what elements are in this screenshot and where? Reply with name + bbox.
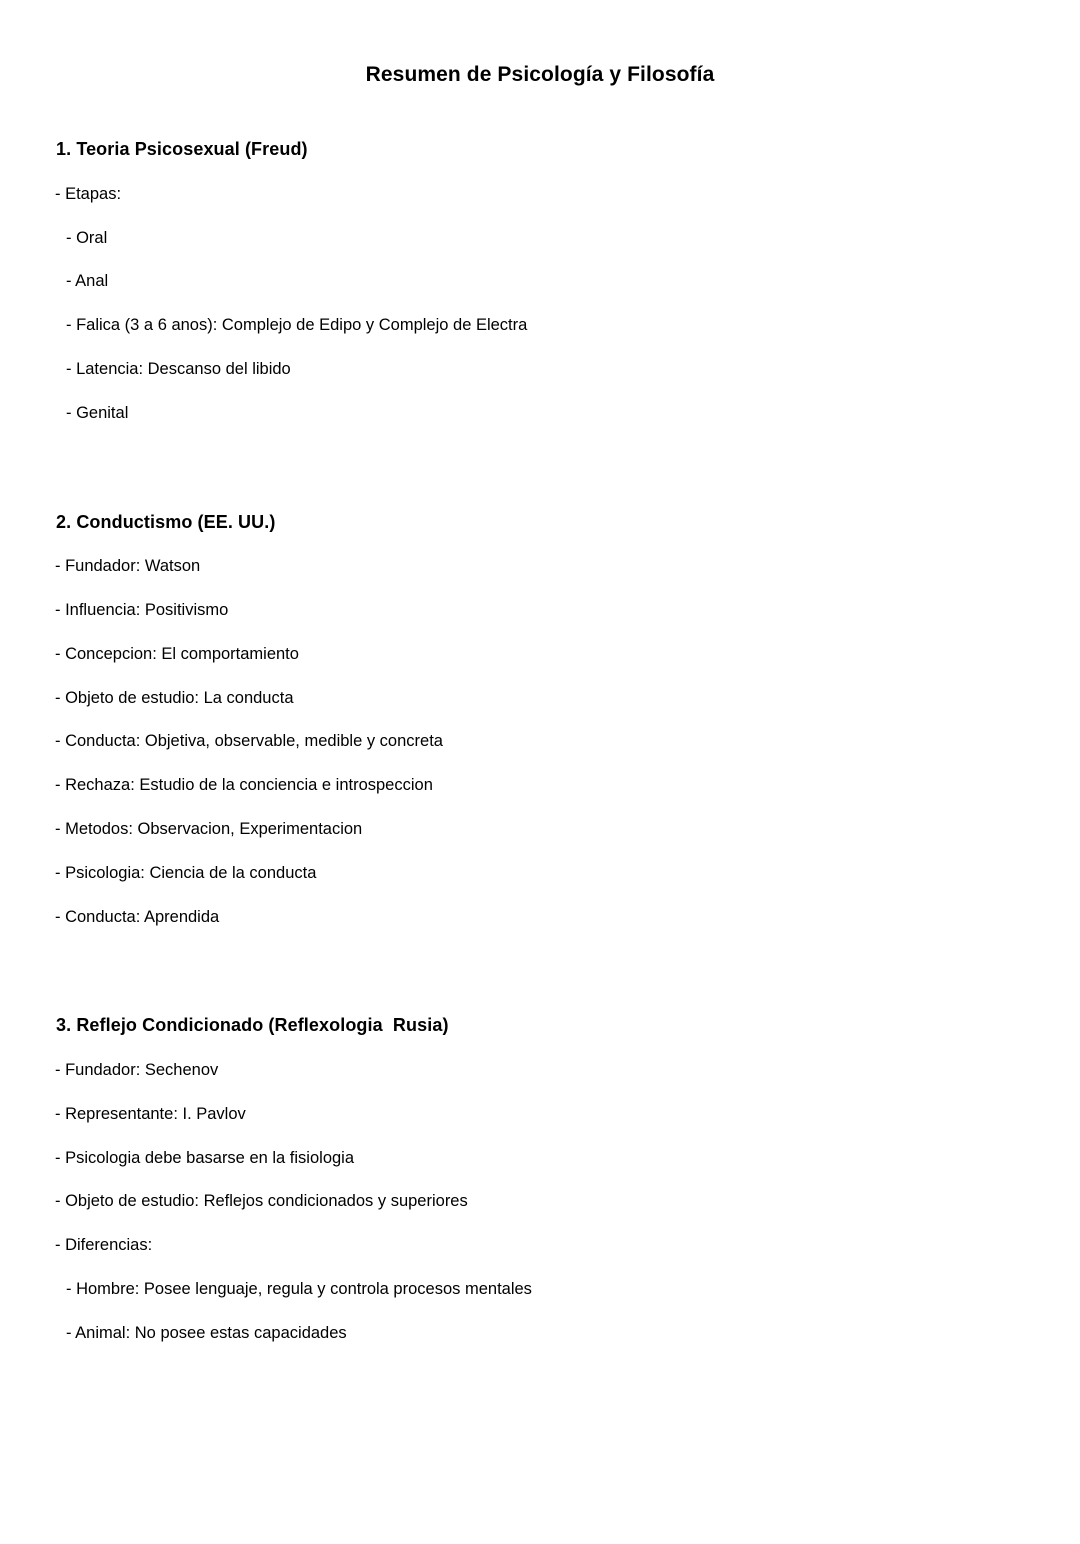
spacer: [0, 665, 1080, 689]
list-item: - Latencia: Descanso del libido: [66, 359, 291, 378]
list-item: - Psicologia debe basarse en la fisiologia: [55, 1148, 355, 1167]
spacer: [0, 1168, 1080, 1192]
spacer: [0, 1344, 1080, 1544]
list-item: - Conducta: Aprendida: [55, 907, 220, 926]
list-item: - Hombre: Posee lenguaje, regula y controla procesos mentales: [66, 1279, 532, 1298]
list-item: - Conducta: Objetiva, observable, medible y concreta: [55, 732, 443, 751]
list-item: - Etapas:: [55, 184, 122, 203]
list-item: - Genital: [66, 403, 129, 422]
spacer: [0, 248, 1080, 272]
spacer: [0, 1256, 1080, 1280]
spacer: [0, 87, 1080, 139]
spacer: [0, 1125, 1080, 1149]
spacer: [0, 884, 1080, 908]
spacer: [0, 1081, 1080, 1105]
list-item: - Anal: [66, 272, 109, 291]
list-item: - Diferencias:: [55, 1236, 153, 1255]
spacer: [0, 621, 1080, 645]
list-item: - Metodos: Observacion, Experimentacion: [55, 819, 363, 838]
spacer: [0, 1212, 1080, 1236]
list-item: - Psicologia: Ciencia de la conducta: [55, 863, 317, 882]
list-item: - Representante: I. Pavlov: [55, 1104, 246, 1123]
spacer: [0, 577, 1080, 601]
spacer: [0, 708, 1080, 732]
list-item: - Rechaza: Estudio de la conciencia e introspeccion: [55, 776, 433, 795]
page-title: Resumen de Psicología y Filosofía: [365, 63, 715, 86]
document-section: [0, 139, 1080, 423]
spacer: [0, 292, 1080, 316]
document-section: [0, 1015, 1080, 1343]
list-item: - Falica (3 a 6 anos): Complejo de Edipo y Complejo de Electra: [66, 316, 528, 335]
spacer: [0, 380, 1080, 404]
list-item: - Fundador: Sechenov: [55, 1060, 219, 1079]
list-item: - Oral: [66, 228, 108, 247]
section-spacer: [0, 927, 1080, 1015]
document-section: [0, 512, 1080, 928]
spacer: [0, 533, 1080, 557]
list-item: - Influencia: Positivismo: [55, 600, 229, 619]
spacer: [0, 796, 1080, 820]
list-item: - Fundador: Watson: [55, 557, 201, 576]
section-heading: 2. Conductismo (EE. UU.): [56, 511, 276, 532]
spacer: [0, 1037, 1080, 1061]
spacer: [0, 161, 1080, 185]
list-item: - Concepcion: El comportamiento: [55, 644, 299, 663]
section-heading: 3. Reflejo Condicionado (Reflexologia Rusia): [56, 1015, 449, 1036]
list-item: - Objeto de estudio: La conducta: [55, 688, 294, 707]
spacer: [0, 752, 1080, 776]
section-spacer: [0, 424, 1080, 512]
list-item: - Objeto de estudio: Reflejos condicionados y superiores: [55, 1192, 468, 1211]
list-item: - Animal: No posee estas capacidades: [66, 1323, 347, 1342]
spacer: [0, 840, 1080, 864]
spacer: [0, 1300, 1080, 1324]
spacer: [0, 336, 1080, 360]
section-heading: 1. Teoria Psicosexual (Freud): [56, 139, 308, 160]
document-body: [0, 139, 1080, 1343]
spacer: [0, 205, 1080, 229]
